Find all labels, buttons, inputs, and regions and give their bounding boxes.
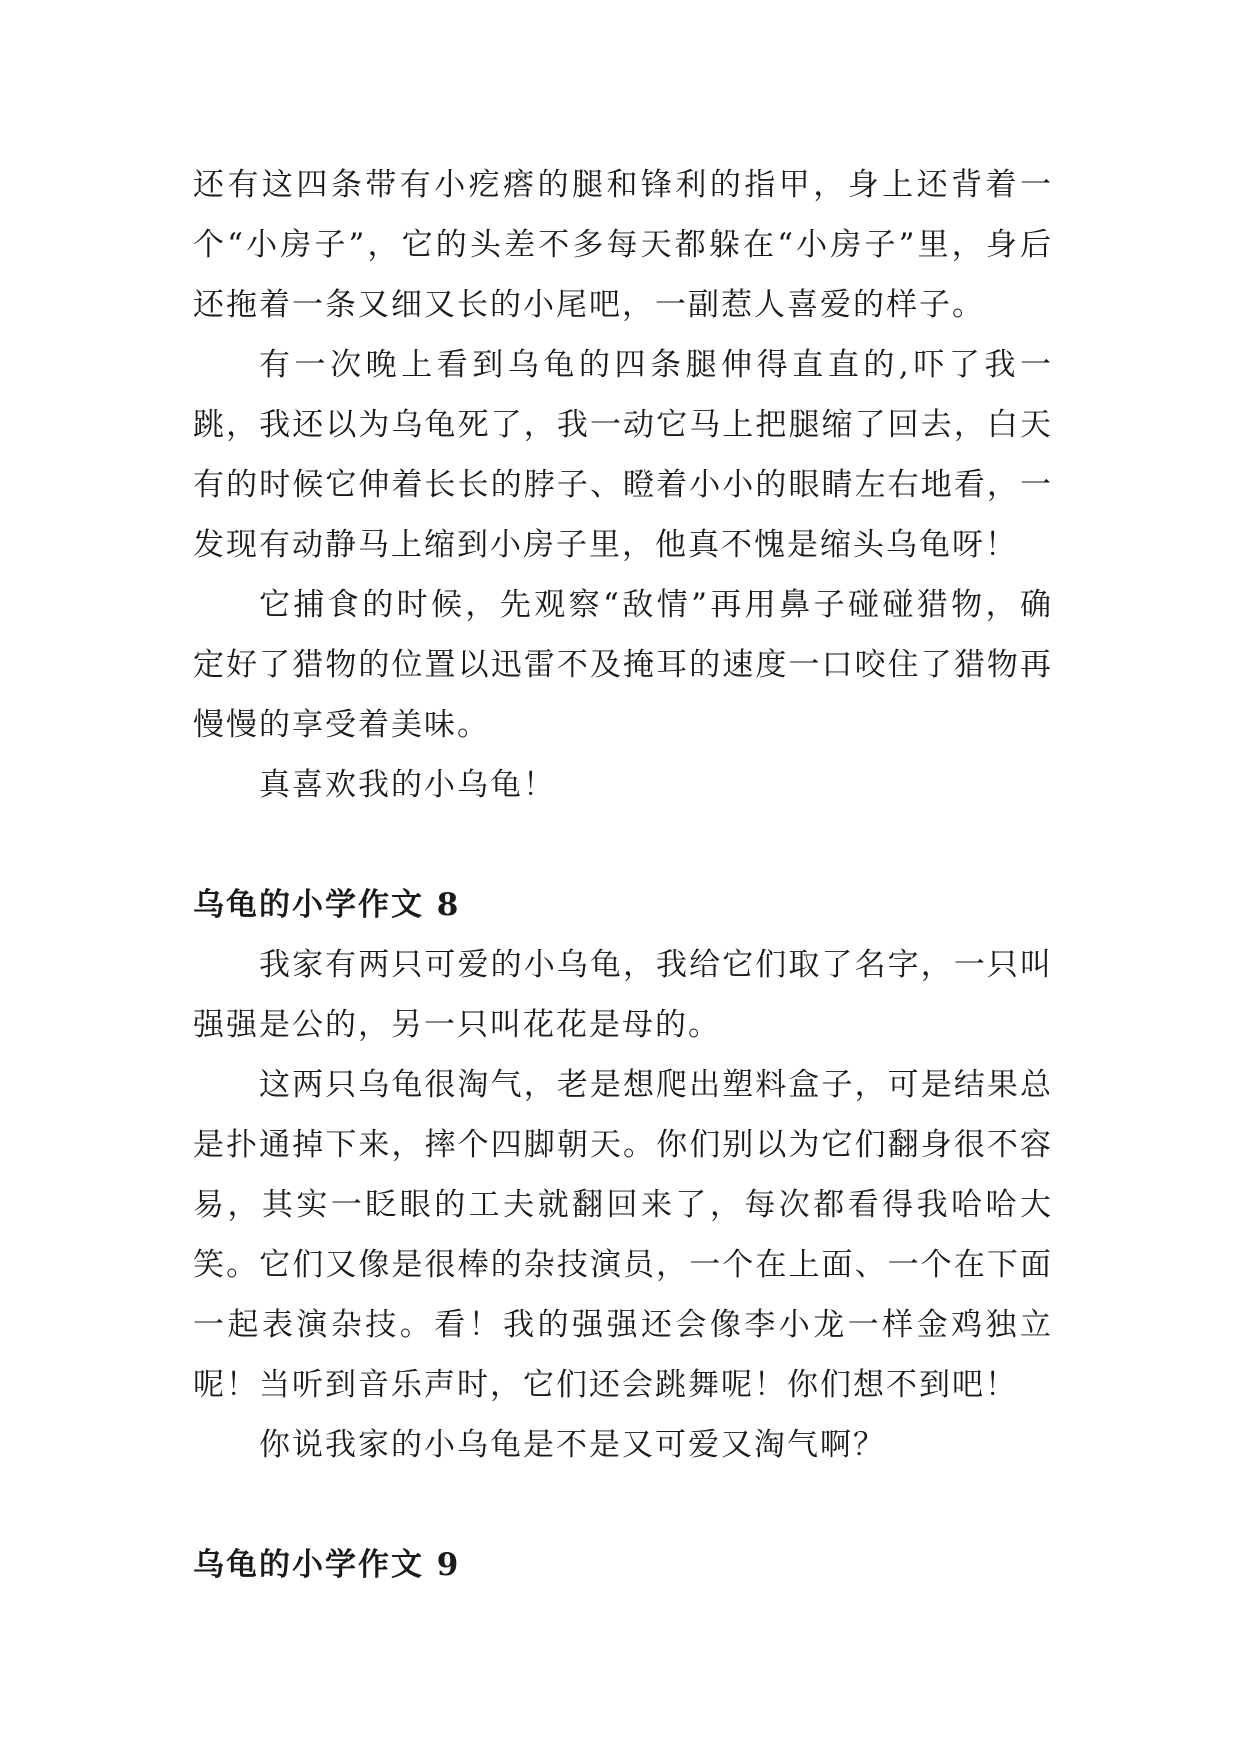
- document-page: [193, 155, 1053, 1595]
- paragraph-two-turtles: 我家有两只可爱的小乌龟，我给它们取了名字，一只叫强强是公的，另一只叫花花是母的。: [193, 947, 1053, 1043]
- paragraph-question: 你说我家的小乌龟是不是又可爱又淘气啊？: [259, 1427, 886, 1463]
- section-title-8: 乌龟的小学作文 8: [193, 887, 461, 923]
- paragraph-turtle-love: 真喜欢我的小乌龟！: [259, 767, 556, 803]
- section-title-9: 乌龟的小学作文 9: [193, 1547, 461, 1583]
- paragraph-turtle-hunting: 它捕食的时候，先观察“敌情”再用鼻子碰碰猎物，确定好了猎物的位置以迅雷不及掩耳的速度一口咬住了猎物再慢慢的享受着美味。: [193, 587, 1053, 743]
- section-gap: [193, 815, 1053, 875]
- paragraph-turtle-night: 有一次晚上看到乌龟的四条腿伸得直直的,吓了我一跳，我还以为乌龟死了，我一动它马上把腿缩了回去，白天有的时候它伸着长长的脖子、瞪着小小的眼睛左右地看，一发现有动静马上缩到小房子里，他真不愧是缩头乌龟呀！: [193, 347, 1053, 563]
- section-gap: [193, 1475, 1053, 1535]
- paragraph-turtle-appearance: 还有这四条带有小疙瘩的腿和锋利的指甲，身上还背着一个“小房子”，它的头差不多每天都躲在“小房子”里，身后还拖着一条又细又长的小尾吧，一副惹人喜爱的样子。: [193, 167, 1053, 323]
- paragraph-naughty-turtles: 这两只乌龟很淘气，老是想爬出塑料盒子，可是结果总是扑通掉下来，摔个四脚朝天。你们别以为它们翻身很不容易，其实一眨眼的工夫就翻回来了，每次都看得我哈哈大笑。它们又像是很棒的杂技演员，一个在上面、一个在下面一起表演杂技。看！我的强强还会像李小龙一样金鸡独立呢！当听到音乐声时，它们还会跳舞呢！你们想不到吧！: [193, 1067, 1053, 1403]
